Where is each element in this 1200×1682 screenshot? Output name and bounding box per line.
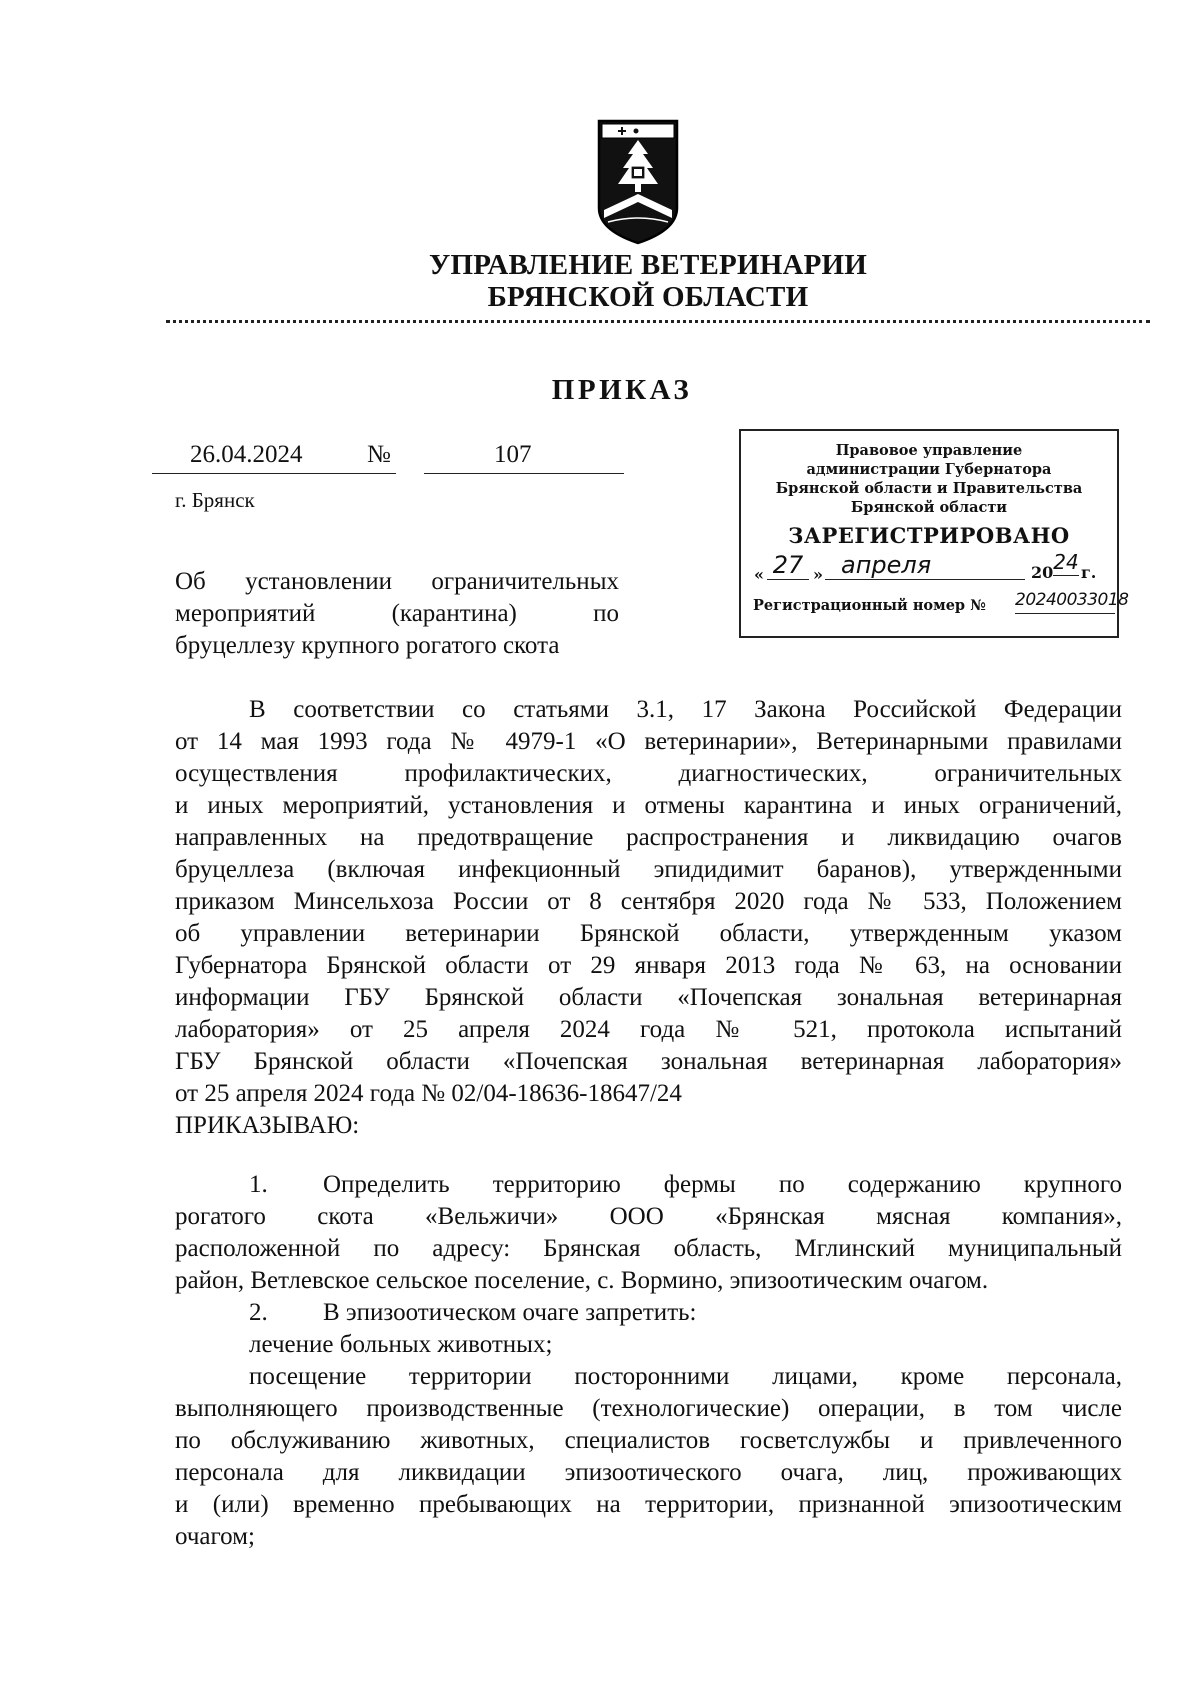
subject-line: Об установлении ограничительных <box>175 568 619 595</box>
body-line: осуществления профилактических, диагностических, ограничительных <box>175 760 1122 787</box>
item-number: 1. <box>249 1171 268 1198</box>
body-line: В соответствии со статьями 3.1, 17 Закона Российской Федерации <box>249 696 1122 723</box>
stamp-year-prefix: 20 <box>1031 563 1054 582</box>
document-date: 26.04.2024 <box>190 441 303 468</box>
subject-line: бруцеллезу крупного рогатого скота <box>175 632 560 659</box>
stamp-day-handwritten: 27 <box>767 551 809 580</box>
body-line: бруцеллеза (включая инфекционный эпидидимит баранов), утвержденными <box>175 856 1122 883</box>
stamp-date <box>741 550 1117 587</box>
list-item-2-sub-line: посещение территории посторонними лицами, кроме персонала, <box>249 1363 1122 1390</box>
body-line: информации ГБУ Брянской области «Почепская зональная ветеринарная <box>175 984 1122 1011</box>
item-text: Определить территорию фермы по содержанию крупного <box>323 1171 1122 1198</box>
item-text: В эпизоотическом очаге запретить: <box>323 1299 697 1326</box>
body-line: Губернатора Брянской области от 29 января 2013 года № 63, на основании <box>175 952 1122 979</box>
stamp-quote-open: « <box>754 565 764 584</box>
subject-line: мероприятий (карантина) по <box>175 600 619 627</box>
list-item-1-line: район, Ветлевское сельское поселение, с. Вормино, эпизоотическим очагом. <box>175 1267 989 1294</box>
list-item-2-sub-line: по обслуживанию животных, специалистов госветслужбы и привлеченного <box>175 1427 1122 1454</box>
list-item-1-line: расположенной по адресу: Брянская область, Мглинский муниципальный <box>175 1235 1122 1262</box>
document-subject <box>175 566 619 662</box>
registration-stamp <box>739 429 1129 638</box>
header-divider <box>166 320 1150 323</box>
stamp-registered-label: ЗАРЕГИСТРИРОВАНО <box>788 523 1070 548</box>
list-item-2-line <box>175 1297 1122 1329</box>
stamp-line: администрации Губернатора <box>806 461 1052 478</box>
body-line: направленных на предотвращение распространения и ликвидацию очагов <box>175 824 1122 851</box>
preamble-paragraph <box>175 694 1122 1142</box>
document-number: 107 <box>494 441 532 468</box>
body-line: от 14 мая 1993 года № 4979-1 «О ветеринарии», Ветеринарными правилами <box>175 728 1122 755</box>
coat-of-arms-icon <box>596 118 680 246</box>
list-item-2-sub-line: персонала для ликвидации эпизоотического очага, лиц, проживающих <box>175 1459 1122 1486</box>
stamp-registration-number <box>741 589 1129 619</box>
stamp-line: Брянской области <box>850 499 1008 516</box>
body-line: лаборатория» от 25 апреля 2024 года № 521, протокола испытаний <box>175 1016 1122 1043</box>
list-item-2-sub-line: очагом; <box>175 1523 255 1550</box>
body-line: приказом Минсельхоза России от 8 сентября 2020 года № 533, Положением <box>175 888 1122 915</box>
body-line: ГБУ Брянской области «Почепская зональная ветеринарная лаборатория» <box>175 1048 1122 1075</box>
org-name-line2: БРЯНСКОЙ ОБЛАСТИ <box>487 281 809 313</box>
stamp-quote-close: » <box>813 565 823 584</box>
stamp-year-handwritten: 24 <box>1053 550 1079 574</box>
order-word: ПРИКАЗЫВАЮ: <box>175 1112 360 1139</box>
list-item-1-line <box>175 1169 1122 1201</box>
list-item-2-sub-line: и (или) временно пребывающих на территории, признанной эпизоотическим <box>175 1491 1122 1518</box>
item-number: 2. <box>249 1299 268 1326</box>
body-line: и иных мероприятий, установления и отмены карантина и иных ограничений, <box>175 792 1122 819</box>
document-type-title: ПРИКАЗ <box>551 374 693 406</box>
document-city: г. Брянск <box>175 488 255 512</box>
org-name-line1: УПРАВЛЕНИЕ ВЕТЕРИНАРИИ <box>428 249 868 281</box>
stamp-year-suffix: г. <box>1081 563 1097 582</box>
number-sign: № <box>367 441 391 468</box>
stamp-line: Брянской области и Правительства <box>775 480 1083 497</box>
stamp-regnum-handwritten: 20240033018 <box>1015 587 1115 614</box>
date-number-line <box>152 441 624 474</box>
body-line: об управлении ветеринарии Брянской области, утвержденным указом <box>175 920 1122 947</box>
stamp-month-handwritten: апреля <box>825 551 1025 580</box>
body-line: от 25 апреля 2024 года № 02/04-18636-18647/24 <box>175 1080 682 1107</box>
list-item-1-line: рогатого скота «Вельжичи» ООО «Брянская мясная компания», <box>175 1203 1122 1230</box>
stamp-regnum-label: Регистрационный номер № <box>753 597 986 614</box>
list-item-2-sub: лечение больных животных; <box>249 1331 553 1358</box>
list-item-2-sub-line: выполняющего производственные (технологические) операции, в том числе <box>175 1395 1122 1422</box>
stamp-line: Правовое управление <box>835 442 1023 459</box>
order-items <box>175 1169 1122 1553</box>
